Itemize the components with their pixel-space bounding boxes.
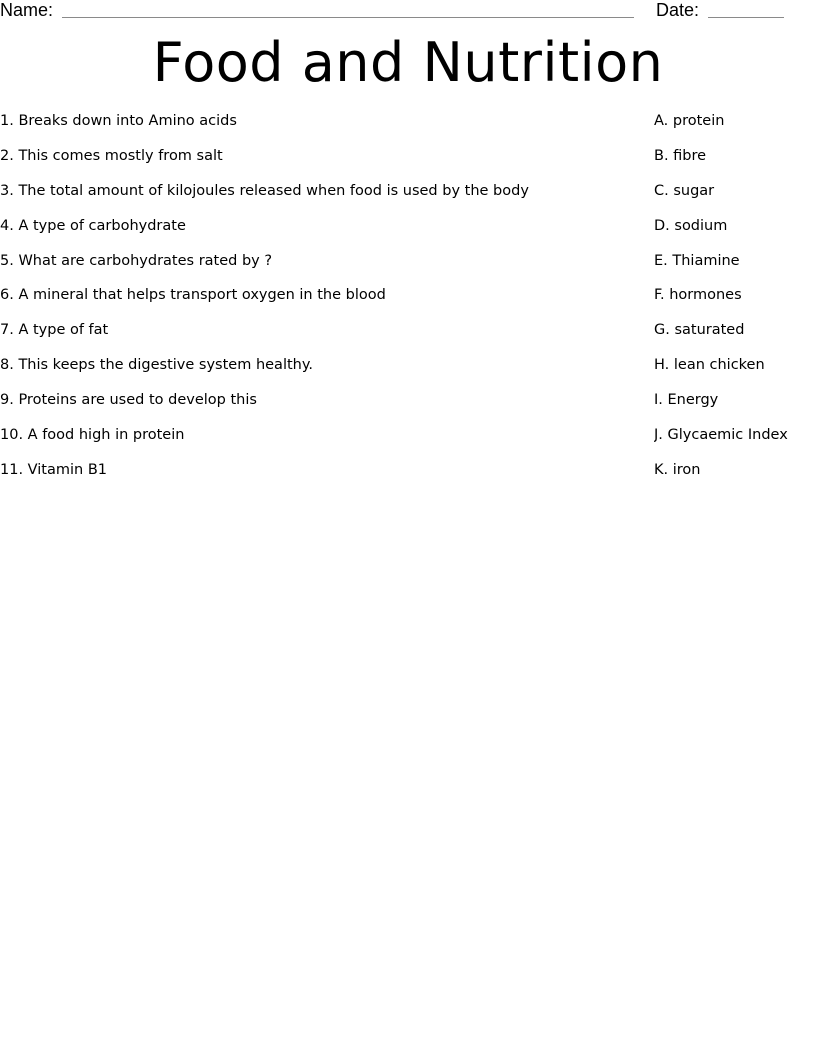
answer-item: B. fibre — [654, 147, 707, 164]
answer-item: G. saturated — [654, 322, 745, 339]
clue-item: 2. This comes mostly from salt — [0, 147, 223, 164]
answer-item: J. Glycaemic Index — [654, 427, 788, 444]
clue-list — [0, 110, 620, 494]
answer-item: D. sodium — [654, 217, 728, 234]
clue-item: 9. Proteins are used to develop this — [0, 392, 257, 409]
date-blank-line — [708, 17, 784, 18]
clue-item: 3. The total amount of kilojoules released when food is used by the body — [0, 182, 529, 199]
clue-item: 4. A type of carbohydrate — [0, 217, 186, 234]
date-label: Date: — [656, 0, 700, 20]
clue-item: 6. A mineral that helps transport oxygen in the blood — [0, 287, 386, 304]
clue-item: 7. A type of fat — [0, 322, 109, 339]
answer-item: C. sugar — [654, 182, 715, 199]
answer-item: H. lean chicken — [654, 357, 765, 374]
answer-item: I. Energy — [654, 392, 719, 409]
answer-item: E. Thiamine — [654, 252, 740, 269]
clue-item: 1. Breaks down into Amino acids — [0, 113, 237, 129]
clue-item: 11. Vitamin B1 — [0, 461, 107, 478]
answer-list — [654, 110, 814, 494]
answer-item: F. hormones — [654, 287, 742, 304]
clue-item: 10. A food high in protein — [0, 427, 185, 444]
page-title: Food and Nutrition — [152, 31, 664, 94]
answer-item: A. protein — [654, 113, 725, 129]
answer-item: K. iron — [654, 461, 701, 478]
clue-item: 8. This keeps the digestive system healthy. — [0, 357, 313, 374]
name-label: Name: — [0, 0, 54, 20]
name-blank-line — [62, 17, 634, 18]
worksheet-header — [0, 0, 816, 30]
clue-item: 5. What are carbohydrates rated by ? — [0, 252, 273, 269]
